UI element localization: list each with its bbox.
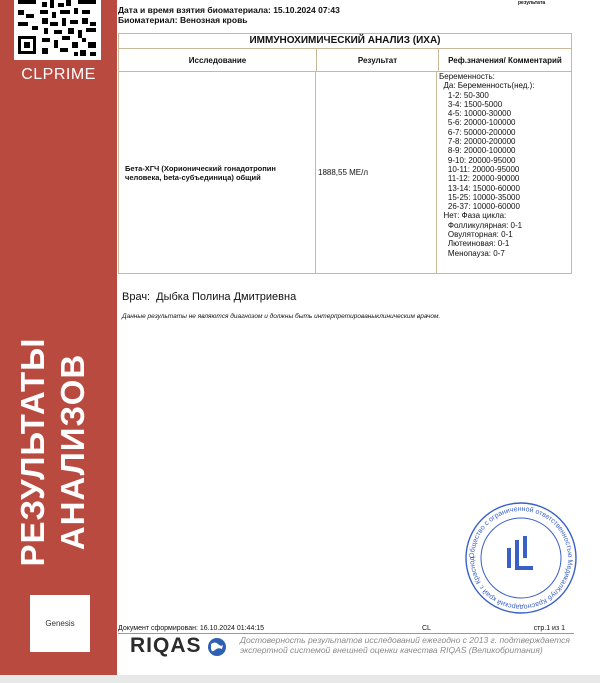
seal-stamp xyxy=(463,500,579,616)
corner-text: результата xyxy=(518,0,546,6)
table-header xyxy=(119,49,571,72)
ref-line: Беременность: xyxy=(439,72,495,81)
riqas-text-line1: Достоверность результатов исследований ежегодно с 2013 г. подтверждается xyxy=(240,635,570,645)
ref-line: Нет: Фаза цикла: xyxy=(439,211,507,221)
ref-line: 9-10: 20000-95000 xyxy=(439,155,516,165)
doctor-label: Врач: xyxy=(122,291,151,303)
sample-datetime: Дата и время взятия биоматериала: 15.10.2024 07:43 xyxy=(118,5,340,15)
ref-line: 11-12: 20000-90000 xyxy=(439,174,520,184)
results-table xyxy=(118,33,572,274)
ref-line: 10-11: 20000-95000 xyxy=(439,164,520,174)
ref-line: 15-25: 10000-35000 xyxy=(439,192,520,202)
table-title: ИММУНОХИМИЧЕСКИЙ АНАЛИЗ (ИХА) xyxy=(119,34,571,49)
test-result: 1888,55 МЕ/л xyxy=(316,72,437,273)
ref-line: 4-5: 10000-30000 xyxy=(439,109,512,119)
doctor-name: Дыбка Полина Дмитриевна xyxy=(156,291,297,303)
header-reference: Реф.значения/ Комментарий xyxy=(448,55,562,65)
ref-line: Овуляторная: 0-1 xyxy=(439,230,513,240)
vertical-title-line2: АНАЛИЗОВ xyxy=(54,353,91,551)
biomaterial: Биоматериал: Венозная кровь xyxy=(118,15,248,25)
riqas-text-line2: экспертной системой внешней оценки качества RIQAS (Великобритания) xyxy=(240,645,543,655)
qr-code xyxy=(14,0,101,60)
bottom-bar xyxy=(0,675,600,683)
ref-line: 3-4: 1500-5000 xyxy=(439,99,503,109)
reference-values xyxy=(437,72,571,273)
header-test: Исследование xyxy=(119,49,317,71)
table-row xyxy=(119,72,571,273)
test-name: Бета-ХГЧ (Хорионический гонадотропин человека, beta-субъединица) общий xyxy=(119,72,316,273)
page-number: стр.1 из 1 xyxy=(533,625,565,632)
ref-line: 8-9: 20000-100000 xyxy=(439,146,516,156)
disclaimer: Данные результаты не являются диагнозом и должны быть интерпретированыклиническим врачом. xyxy=(122,313,441,320)
vertical-title-line1: РЕЗУЛЬТАТЫ xyxy=(14,337,51,567)
ref-line: 7-8: 20000-200000 xyxy=(439,137,516,147)
brand-logo: CLPRIME xyxy=(21,66,96,83)
ref-line: Фолликулярная: 0-1 xyxy=(439,220,523,230)
sidebar xyxy=(0,0,117,675)
riqas-description xyxy=(240,635,570,655)
ref-line: Лютеиновая: 0-1 xyxy=(439,239,510,249)
stamp-text: Общество с ограниченной ответственностью МедикалКлуб Краснодарский край г. Краснод xyxy=(468,505,574,611)
genesis-logo: Genesis xyxy=(30,595,90,652)
document-formed: Документ сформирован: 16.10.2024 01:44:15 xyxy=(118,625,265,632)
globe-icon xyxy=(207,637,227,657)
ref-line: Да: Беременность(нед.): xyxy=(439,81,535,91)
ref-line: 1-2: 50-300 xyxy=(439,90,489,100)
ref-line: 6-7: 50000-200000 xyxy=(439,127,516,137)
ref-line: 13-14: 15000-60000 xyxy=(439,183,520,193)
ref-line: 5-6: 20000-100000 xyxy=(439,118,516,128)
riqas-logo: RIQAS xyxy=(130,634,202,657)
doctor xyxy=(122,291,296,303)
header-result: Результат xyxy=(317,49,439,71)
ref-line: 26-37: 10000-60000 xyxy=(439,202,520,212)
ref-line: Менопауза: 0-7 xyxy=(439,248,505,258)
footer-cl: CL xyxy=(422,625,431,632)
